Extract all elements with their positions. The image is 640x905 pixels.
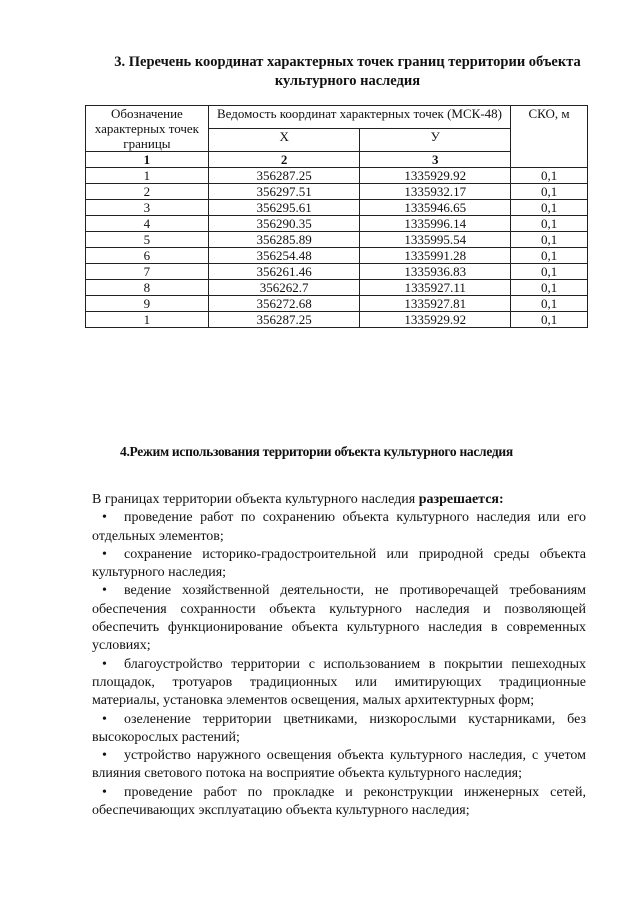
list-item xyxy=(92,509,586,546)
table-cell: 0,1 xyxy=(511,296,588,312)
table-row xyxy=(86,232,588,248)
table-cell: 1335995.54 xyxy=(360,232,511,248)
list-item-text: сохранение историко-градостроительной или природной среды объекта культурного наследия; xyxy=(92,546,586,581)
list-item-text: проведение работ по сохранению объекта культурного наследия или его отдельных элементов; xyxy=(92,510,586,544)
table-cell: 0,1 xyxy=(511,200,588,216)
table-cell: 1 xyxy=(86,312,209,328)
table-cell: 6 xyxy=(86,248,209,264)
table-cell: 1335927.11 xyxy=(360,280,511,296)
list-item-text: ведение хозяйственной деятельности, не противоречащей требованиям обеспечения сохранности объекта культурного наследия и позволяющей обеспечить функционирование объекта культурного наследия в современных условиях; xyxy=(92,583,586,654)
table-cell: 0,1 xyxy=(511,216,588,232)
table-cell: 9 xyxy=(86,296,209,312)
table-row xyxy=(86,168,588,184)
header-statement: Ведомость координат характерных точек (МСК-48) xyxy=(208,106,510,129)
table-row xyxy=(86,296,588,312)
table-row xyxy=(86,184,588,200)
intro-text: В границах территории объекта культурного наследия xyxy=(92,492,419,507)
table-header-row xyxy=(86,106,588,129)
list-item-text: устройство наружного освещения объекта культурного наследия, с учетом влияния светового потока на восприятие объекта культурного наследия; xyxy=(92,748,586,782)
list-item xyxy=(92,711,586,748)
table-cell: 0,1 xyxy=(511,232,588,248)
table-cell: 2 xyxy=(86,184,209,200)
table-cell: 356261.46 xyxy=(208,264,360,280)
header-sko: СКО, м xyxy=(511,106,588,168)
bullet-icon: • xyxy=(102,711,107,727)
section-4-title: 4.Режим использования территории объекта культурного наследия xyxy=(120,444,513,459)
table-row xyxy=(86,280,588,296)
bullet-icon: • xyxy=(102,510,107,526)
list-item-text: озеленение территории цветниками, низкорослыми кустарниками, без высокорослых растений; xyxy=(92,711,586,745)
table-cell: 1335991.28 xyxy=(360,248,511,264)
bullet-icon: • xyxy=(102,546,107,562)
coordinates-table xyxy=(85,105,588,328)
numbering-cell: 3 xyxy=(360,152,511,168)
table-cell: 356272.68 xyxy=(208,296,360,312)
numbering-cell: 1 xyxy=(86,152,209,168)
intro-paragraph xyxy=(92,491,586,509)
table-cell: 1335929.92 xyxy=(360,312,511,328)
table-cell: 1335946.65 xyxy=(360,200,511,216)
table-cell: 8 xyxy=(86,280,209,296)
list-item xyxy=(92,747,586,784)
table-cell: 0,1 xyxy=(511,264,588,280)
header-x: Х xyxy=(208,129,360,152)
list-item xyxy=(92,546,586,583)
list-item xyxy=(92,784,586,821)
table-cell: 3 xyxy=(86,200,209,216)
table-cell: 356287.25 xyxy=(208,312,360,328)
section-3-title: 3. Перечень координат характерных точек границ территории объекта культурного наследия xyxy=(114,54,581,89)
table-cell: 5 xyxy=(86,232,209,248)
table-cell: 356297.51 xyxy=(208,184,360,200)
table-cell: 4 xyxy=(86,216,209,232)
table-row xyxy=(86,216,588,232)
table-cell: 1 xyxy=(86,168,209,184)
list-item xyxy=(92,582,586,655)
intro-bold-text: разрешается: xyxy=(418,492,504,507)
table-row xyxy=(86,264,588,280)
bullet-icon: • xyxy=(102,583,107,599)
table-cell: 356290.35 xyxy=(208,216,360,232)
header-y: У xyxy=(360,129,511,152)
table-cell: 1335996.14 xyxy=(360,216,511,232)
table-cell: 7 xyxy=(86,264,209,280)
table-row xyxy=(86,200,588,216)
bullet-icon: • xyxy=(102,784,107,800)
table-cell: 356295.61 xyxy=(208,200,360,216)
bullet-icon: • xyxy=(102,748,107,764)
table-cell: 1335932.17 xyxy=(360,184,511,200)
list-item xyxy=(92,656,586,711)
table-cell: 0,1 xyxy=(511,312,588,328)
header-designation: Обозначение характерных точек границы xyxy=(86,106,209,152)
list-item-text: благоустройство территории с использованием в покрытии пешеходных площадок, тротуаров традиционных или имитирующих традиционные материалы, установка элементов освещения, малых архитектурных форм; xyxy=(92,656,586,709)
table-cell: 356254.48 xyxy=(208,248,360,264)
table-cell: 356262.7 xyxy=(208,280,360,296)
table-row xyxy=(86,248,588,264)
table-cell: 0,1 xyxy=(511,184,588,200)
table-cell: 0,1 xyxy=(511,248,588,264)
list-item-text: проведение работ по прокладке и реконструкции инженерных сетей, обеспечивающих эксплуатацию объекта культурного наследия; xyxy=(92,784,586,819)
table-cell: 356287.25 xyxy=(208,168,360,184)
table-cell: 1335936.83 xyxy=(360,264,511,280)
table-row xyxy=(86,312,588,328)
bullet-icon: • xyxy=(102,656,107,672)
table-cell: 356285.89 xyxy=(208,232,360,248)
table-cell: 0,1 xyxy=(511,280,588,296)
section-4-body xyxy=(92,491,586,820)
table-cell: 1335929.92 xyxy=(360,168,511,184)
permitted-list xyxy=(92,509,586,820)
table-cell: 0,1 xyxy=(511,168,588,184)
numbering-cell: 2 xyxy=(208,152,360,168)
table-cell: 1335927.81 xyxy=(360,296,511,312)
